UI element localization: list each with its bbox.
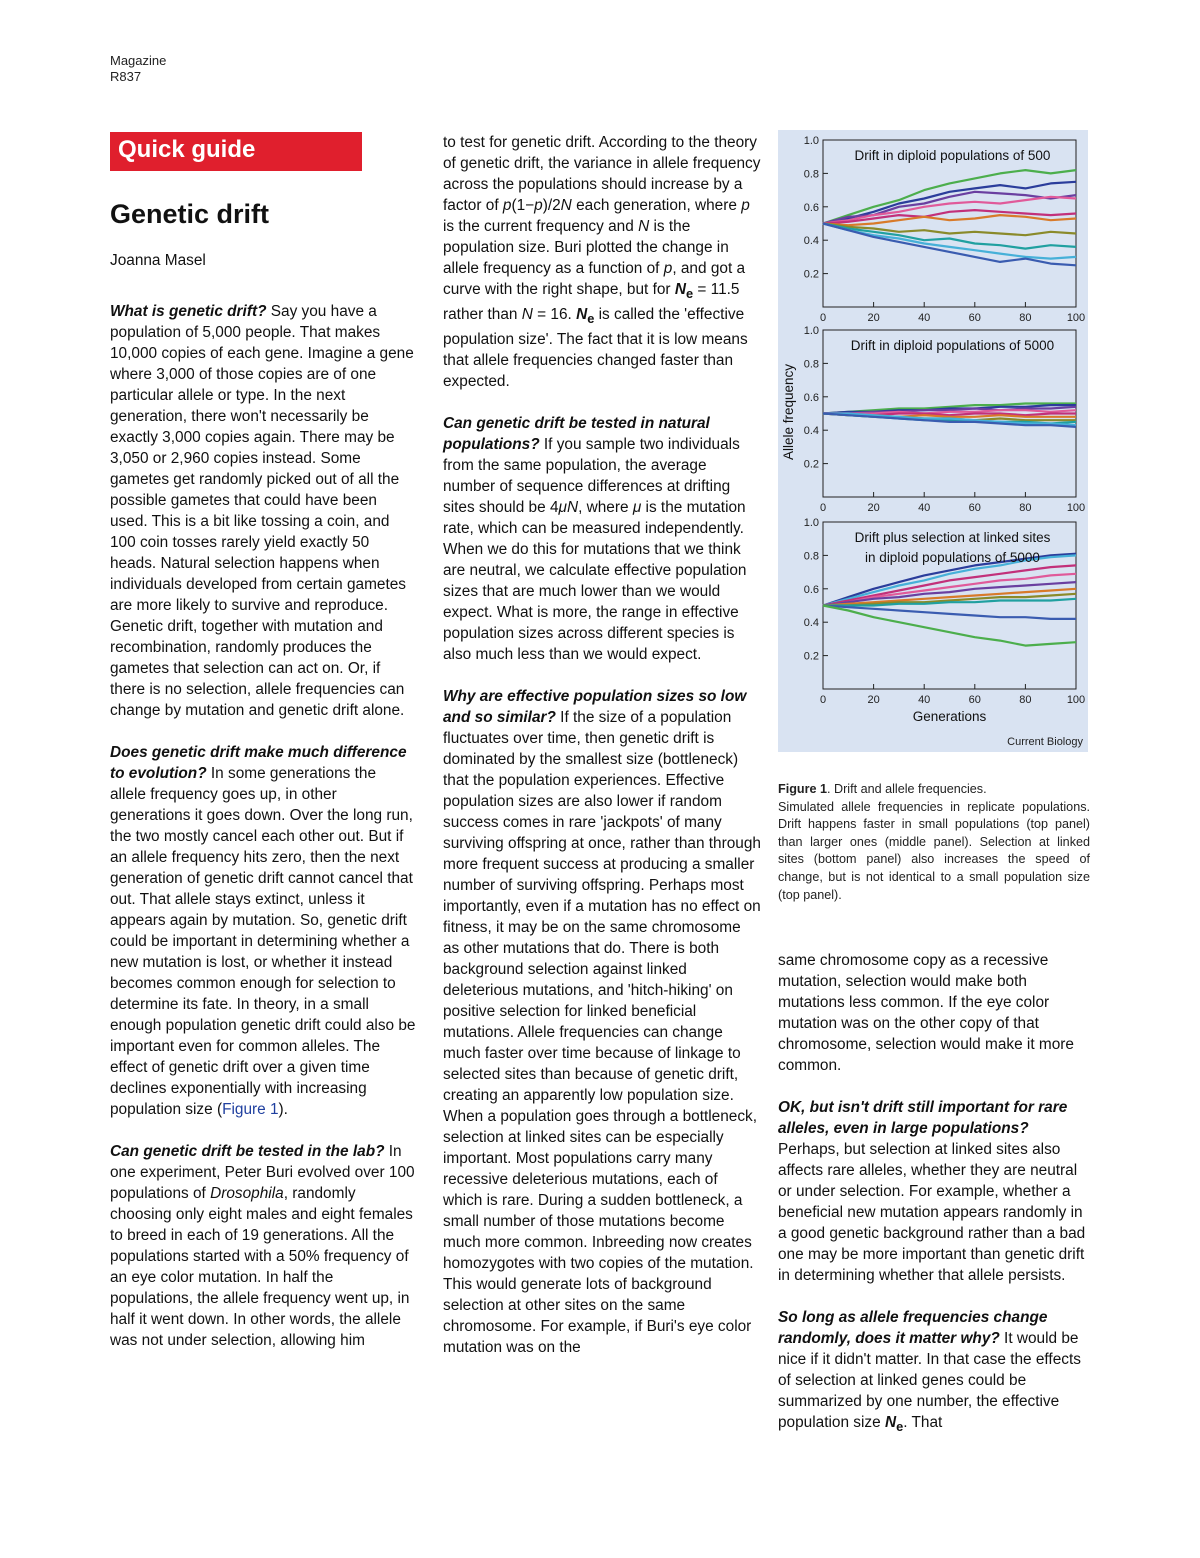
paragraph-text: , and got a curve with the right shape, but for (443, 260, 746, 298)
math-var: N (521, 306, 533, 324)
caption-text: Simulated allele frequencies in replicate populations. Drift happens faster in small populations (top panel) than larger ones (middle panel). Selection at linked sites (bottom panel) also increases the speed of change, but is not identical to a small population size (top panel). (778, 799, 1090, 902)
x-tick-label: 40 (918, 312, 931, 324)
paragraph-text: If the size of a population fluctuates over time, then genetic drift is dominated by the smallest size (bottleneck) that the population experiences. Effective population sizes are also lower if random success comes in rare 'jackpots' of many surviving offspring at once, rather than through more frequent success at producing a smaller number of surviving offspring. Perhaps most importantly, even if a mutation has no effect on fitness, it may be on the same chromosome as other mutations that do. There is both background selection against linked deleterious mutations, and 'hitch-hiking' on positive selection for linked beneficial mutations. Allele frequencies can change much faster over time because of linkage to selected sites than because of genetic drift, creating an apparently low population size. When a population goes through a bottleneck, selection at linked sites can be especially important. Most populations carry many recessive deleterious mutations, each of which is rare. During a sudden bottleneck, a small number of those mutations become much more common. Inbreeding now creates homozygotes with two copies of the mutation. This would generate lots of background selection at other sites on the same chromosome. For example, if Buri's eye color mutation was on the (443, 709, 761, 1357)
paragraph-natural-populations (443, 413, 761, 665)
y-tick-label: 0.4 (803, 617, 819, 630)
x-tick-label: 80 (1019, 502, 1032, 514)
x-tick-label: 20 (867, 502, 880, 514)
column-3 (778, 950, 1088, 1437)
paragraph-text: In some generations the allele frequency goes up, in other generations it goes down. Over the long run, the two mostly cancel each other out. But if an allele frequency hits zero, then the next generation of genetic drift cannot cancel that out. That allele stays extinct, unless it appears again by mutation. So, genetic drift could be important in determining whether a new mutation is lost, or whether it instead becomes common enough for selection to determine its fate. In theory, in a small enough population genetic drift could also be important even for common alleles. The effect of genetic drift over a given time declines exponentially with increasing population size ( (110, 765, 416, 1118)
math-sub: e (685, 286, 694, 302)
question-heading: Does genetic drift make much difference to evolution? (110, 744, 407, 782)
species-name: Drosophila (210, 1185, 284, 1202)
math-var: N (560, 197, 572, 214)
math-var: N (884, 1414, 897, 1431)
x-tick-label: 0 (819, 312, 827, 324)
paragraph-rare-alleles (778, 1097, 1088, 1286)
x-tick-label: 20 (867, 694, 880, 706)
x-tick-label: 0 (819, 694, 827, 706)
paragraph-tested-in-lab (110, 1141, 416, 1351)
y-tick-label: 0.8 (803, 550, 819, 563)
y-tick-label: 0.6 (803, 391, 819, 404)
paragraph-does-it-matter (778, 1307, 1088, 1437)
math-var: p (502, 197, 512, 214)
panel-title: Drift in diploid populations of 500 (854, 148, 1051, 163)
figure-1-link[interactable]: Figure 1 (222, 1101, 279, 1118)
y-tick-label: 0.2 (803, 650, 819, 663)
caption-title: . Drift and allele frequencies. (827, 782, 987, 796)
y-tick-label: 0.4 (803, 425, 819, 438)
paragraph-text: Perhaps, but selection at linked sites also affects rare alleles, whether they are neutral or under selection. For example, whether a beneficial new mutation appears randomly in a good genetic background rather than a bad one may be more important than genetic drift in determining whether that allele persists. (778, 1141, 1086, 1284)
running-head (110, 53, 166, 85)
x-tick-label: 80 (1019, 312, 1032, 324)
author-name: Joanna Masel (110, 252, 206, 269)
math-var: μ (632, 499, 642, 517)
paragraph-text: If you sample two individuals from the same population, the average number of sequence differences at drifting sites should be 4 (443, 436, 740, 517)
paragraph-text: ). (278, 1101, 288, 1118)
section-label: Magazine (110, 53, 167, 68)
panel-title: Drift plus selection at linked sites (854, 530, 1051, 545)
column-1 (110, 132, 416, 1351)
paragraph-text: It would be nice if it didn't matter. In that case the effects of selection at linked genes could be summarized by one number, the effective population size (778, 1330, 1081, 1431)
paragraph-text: to test for genetic drift. According to the theory of genetic drift, the variance in allele frequency across the populations should increase by a factor of (443, 134, 761, 214)
column-2 (443, 132, 761, 1358)
question-heading: What is genetic drift? (110, 303, 267, 320)
math-text: )/2 (542, 197, 561, 214)
caption-label: Figure 1 (778, 782, 827, 796)
paragraph-text: is called the 'effective population size'. The fact that it is low means that allele frequencies changed faster than expected. (443, 306, 748, 391)
x-tick-label: 80 (1019, 694, 1032, 706)
paragraph-text: , where (578, 499, 633, 517)
y-tick-label: 1.0 (803, 135, 819, 147)
quick-guide-badge: Quick guide (110, 132, 362, 171)
x-tick-label: 40 (918, 694, 931, 706)
series-line-3-10 (823, 606, 1076, 646)
x-tick-label: 60 (968, 694, 981, 706)
paragraph-text: = 16. (532, 306, 577, 324)
y-tick-label: 1.0 (803, 325, 819, 337)
math-var: N (674, 281, 686, 298)
x-axis-label: Generations (912, 709, 987, 724)
paragraph-text: each generation, where (571, 197, 742, 214)
math-var: p (741, 197, 750, 214)
paragraph-text: same chromosome copy as a recessive mutation, selection would make both mutations less common. If the eye color mutation was on the other copy of that chromosome, selection would make it more common. (778, 952, 1074, 1074)
page-number: R837 (110, 69, 142, 84)
y-tick-label: 0.6 (803, 201, 819, 214)
paragraph-text: . That (903, 1414, 943, 1431)
question-heading: So long as allele frequencies change randomly, does it matter why? (778, 1309, 1048, 1347)
figure-caption (778, 781, 1090, 904)
x-tick-label: 100 (1066, 694, 1086, 706)
paragraph-text: In one experiment, Peter Buri evolved over 100 populations of (110, 1143, 415, 1202)
x-tick-label: 60 (968, 312, 981, 324)
series-line-3-9 (823, 606, 1076, 619)
paragraph-buri-continued (443, 132, 761, 392)
y-tick-label: 0.8 (803, 358, 819, 371)
allele-frequency-chart (778, 130, 1088, 752)
panel-title: in diploid populations of 5000 (865, 550, 1040, 565)
panel-title: Drift in diploid populations of 5000 (850, 338, 1055, 353)
figure-1 (778, 130, 1088, 752)
paragraph-text: is the current frequency and (443, 218, 639, 235)
paragraph-chromosome-continued (778, 950, 1088, 1076)
series-line-1-9 (823, 224, 1076, 259)
math-var: N (638, 218, 650, 235)
question-heading: OK, but isn't drift still important for rare alleles, even in large populations? (778, 1099, 1068, 1137)
paragraph-text: Say you have a population of 5,000 people. That makes 10,000 copies of each gene. Imagine a gene where 3,000 of those copies are of one particular allele or type. In the next generation, there won't necessarily be exactly 3,000 copies again. There may be 3,050 or 2,960 copies instead. Some gametes get randomly picked out of all the possible gametes that could have been used. This is a bit like tossing a coin, and 100 coin tosses rarely yield exactly 50 heads. Natural selection happens when individuals developed from certain gametes are more likely to survive and reproduce. Genetic drift, together with mutation and recombination, randomly produces the gametes that selection can act on. Or, if there is no selection, allele frequencies can change by mutation and genetic drift alone. (110, 303, 414, 719)
y-tick-label: 1.0 (803, 517, 819, 529)
math-text: (1− (511, 197, 535, 214)
paragraph-text: = 11.5 rather than (443, 281, 740, 324)
question-heading: Can genetic drift be tested in natural populations? (443, 415, 710, 454)
x-tick-label: 100 (1066, 502, 1086, 514)
x-tick-label: 40 (918, 502, 931, 514)
paragraph-text: is the population size. Buri plotted the change in allele frequency as a function of (443, 218, 729, 277)
math-sub: e (587, 311, 595, 327)
paragraph-why-so-low (443, 686, 761, 1358)
math-sub: e (896, 1419, 904, 1435)
y-tick-label: 0.4 (803, 235, 819, 248)
x-tick-label: 0 (819, 502, 827, 514)
x-tick-label: 60 (968, 502, 981, 514)
math-var: N (576, 306, 588, 324)
x-tick-label: 20 (867, 312, 880, 324)
y-tick-label: 0.8 (803, 168, 819, 181)
y-tick-label: 0.2 (803, 268, 819, 281)
paragraph-what-is-drift (110, 301, 416, 721)
article-title: Genetic drift (110, 199, 270, 229)
x-tick-label: 100 (1066, 312, 1086, 324)
paragraph-does-drift-matter (110, 742, 416, 1120)
y-tick-label: 0.6 (803, 583, 819, 596)
figure-credit: Current Biology (1007, 736, 1083, 748)
math-var: p (663, 260, 673, 277)
paragraph-text: , randomly choosing only eight males and eight females to breed in each of 19 generations. All the populations started with a 50% frequency of an eye color mutation. In half the populations, the allele frequency went up, in half it went down. In other words, the allele was not under selection, allowing him (110, 1185, 413, 1349)
question-heading: Why are effective population sizes so low and so similar? (443, 688, 747, 727)
math-var: p (534, 197, 543, 214)
y-axis-label: Allele frequency (781, 363, 796, 461)
paragraph-text: is the mutation rate, which can be measured independently. When we do this for mutations that we think are neutral, we calculate effective population sizes that are much lower than we would expect. What is more, the range in effective population sizes across different species is also much less than we would expect. (443, 499, 747, 664)
math-var: μN (558, 499, 579, 517)
question-heading: Can genetic drift be tested in the lab? (110, 1143, 385, 1160)
y-tick-label: 0.2 (803, 458, 819, 471)
